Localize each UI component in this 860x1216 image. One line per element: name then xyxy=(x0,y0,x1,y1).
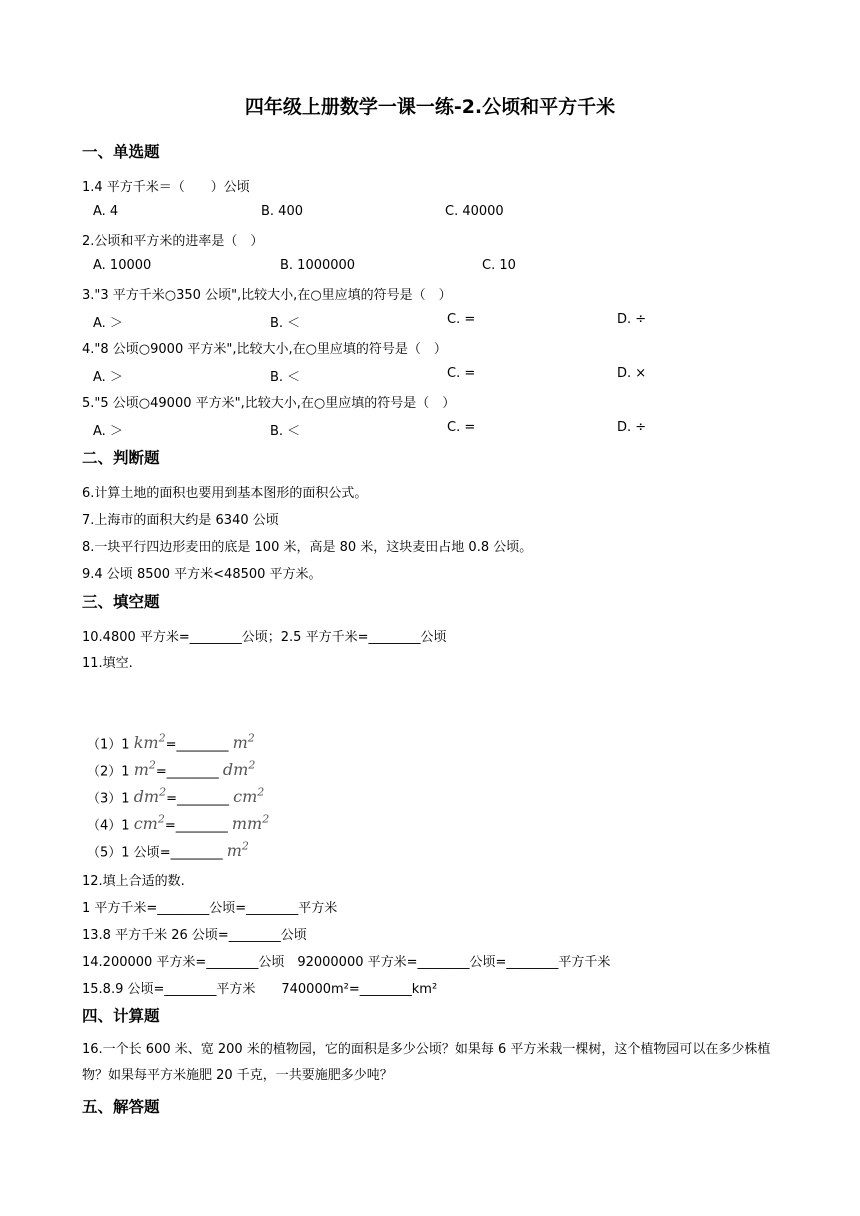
q11-item-5-blank: =________ xyxy=(159,845,227,861)
question-1: 1.4 平方千米＝（ ）公顷 xyxy=(82,180,250,195)
question-4: 4."8 公顷○9000 平方米",比较大小,在○里应填的符号是（ ） xyxy=(82,342,447,357)
q11-item-2-unit-from: $m^2$ xyxy=(133,759,156,780)
q11-item-1-unit-to: $m^2$ xyxy=(232,732,255,753)
q1-option-a: A. 4 xyxy=(93,204,119,219)
question-8: 8.一块平行四边形麦田的底是 100 米，高是 80 米，这块麦田占地 0.8 公顷。 xyxy=(82,540,533,555)
question-13: 13.8 平方千米 26 公顷=________公顷 xyxy=(82,928,307,943)
q5-option-c: C. = xyxy=(447,420,476,435)
section-heading-fill-in: 三、填空题 xyxy=(82,593,160,611)
q4-option-a: A. ＞ xyxy=(93,370,123,385)
question-12-line: 1 平方千米=________公顷=________平方米 xyxy=(82,901,338,916)
q11-item-5-unit-to: $m^2$ xyxy=(226,840,249,861)
question-11: 11.填空. xyxy=(82,656,133,671)
question-2: 2.公顷和平方米的进率是（ ） xyxy=(82,234,264,249)
question-16: 16.一个长 600 米、宽 200 米的植物园，它的面积是多少公顷？如果每 6 平方米栽一棵树，这个植物园可以在多少株植物？如果每平方米施肥 20 千克，一共要施肥多少吨？ xyxy=(82,1042,771,1083)
q4-option-c: C. = xyxy=(447,366,476,381)
q11-item-4-unit-to: $mm^2$ xyxy=(231,813,270,834)
q11-item-2 xyxy=(87,759,255,779)
q3-option-d: D. ÷ xyxy=(617,312,647,327)
question-7: 7.上海市的面积大约是 6340 公顷 xyxy=(82,513,279,528)
q4-option-b: B. ＜ xyxy=(270,370,301,385)
section-heading-true-false: 二、判断题 xyxy=(82,449,160,467)
q11-item-5-prefix: （5）1 公顷 xyxy=(87,845,160,861)
q3-option-a: A. ＞ xyxy=(93,316,123,331)
q11-item-1-unit-from: $km^2$ xyxy=(133,732,166,753)
question-10: 10.4800 平方米=________公顷；2.5 平方千米=________公顷 xyxy=(82,630,447,645)
q11-item-1-blank: =________ xyxy=(165,737,233,753)
section-heading-calculation: 四、计算题 xyxy=(82,1007,160,1025)
question-3: 3."3 平方千米○350 公顷",比较大小,在○里应填的符号是（ ） xyxy=(82,288,452,303)
q11-item-1 xyxy=(87,732,255,752)
question-5: 5."5 公顷○49000 平方米",比较大小,在○里应填的符号是（ ） xyxy=(82,396,456,411)
q11-item-4-prefix: （4）1 xyxy=(87,818,134,834)
question-9: 9.4 公顷 8500 平方米<48500 平方米。 xyxy=(82,567,322,582)
q3-option-c: C. = xyxy=(447,312,476,327)
question-15: 15.8.9 公顷=________平方米 740000m²=________km² xyxy=(82,982,438,997)
question-12: 12.填上合适的数. xyxy=(82,874,185,889)
page-title: 四年级上册数学一课一练-2.公顷和平方千米 xyxy=(244,96,616,118)
section-heading-word-problems: 五、解答题 xyxy=(82,1098,160,1116)
q2-option-c: C. 10 xyxy=(482,258,516,273)
q5-option-d: D. ÷ xyxy=(617,420,647,435)
q11-item-3-unit-from: $dm^2$ xyxy=(133,786,167,807)
question-14: 14.200000 平方米=________公顷 92000000 平方米=________公顷=________平方千米 xyxy=(82,955,611,970)
q11-item-3 xyxy=(87,786,264,806)
q5-option-b: B. ＜ xyxy=(270,424,301,439)
q2-option-b: B. 1000000 xyxy=(280,258,356,273)
q11-item-4 xyxy=(87,813,269,833)
q11-item-2-unit-to: $dm^2$ xyxy=(222,759,256,780)
q3-option-b: B. ＜ xyxy=(270,316,301,331)
q11-item-4-unit-from: $cm^2$ xyxy=(133,813,165,834)
section-heading-single-choice: 一、单选题 xyxy=(82,143,160,161)
q11-item-3-blank: =________ xyxy=(166,791,234,807)
q11-item-5 xyxy=(87,840,249,860)
q11-item-4-blank: =________ xyxy=(164,818,232,834)
q11-item-3-unit-to: $cm^2$ xyxy=(233,786,265,807)
question-6: 6.计算土地的面积也要用到基本图形的面积公式。 xyxy=(82,486,368,501)
q1-option-b: B. 400 xyxy=(261,204,303,219)
q11-item-1-prefix: （1）1 xyxy=(87,737,134,753)
q11-item-2-prefix: （2）1 xyxy=(87,764,134,780)
q11-item-3-prefix: （3）1 xyxy=(87,791,134,807)
q2-option-a: A. 10000 xyxy=(93,258,152,273)
q5-option-a: A. ＞ xyxy=(93,424,123,439)
q11-item-2-blank: =________ xyxy=(155,764,223,780)
q1-option-c: C. 40000 xyxy=(445,204,504,219)
q4-option-d: D. × xyxy=(617,366,647,381)
